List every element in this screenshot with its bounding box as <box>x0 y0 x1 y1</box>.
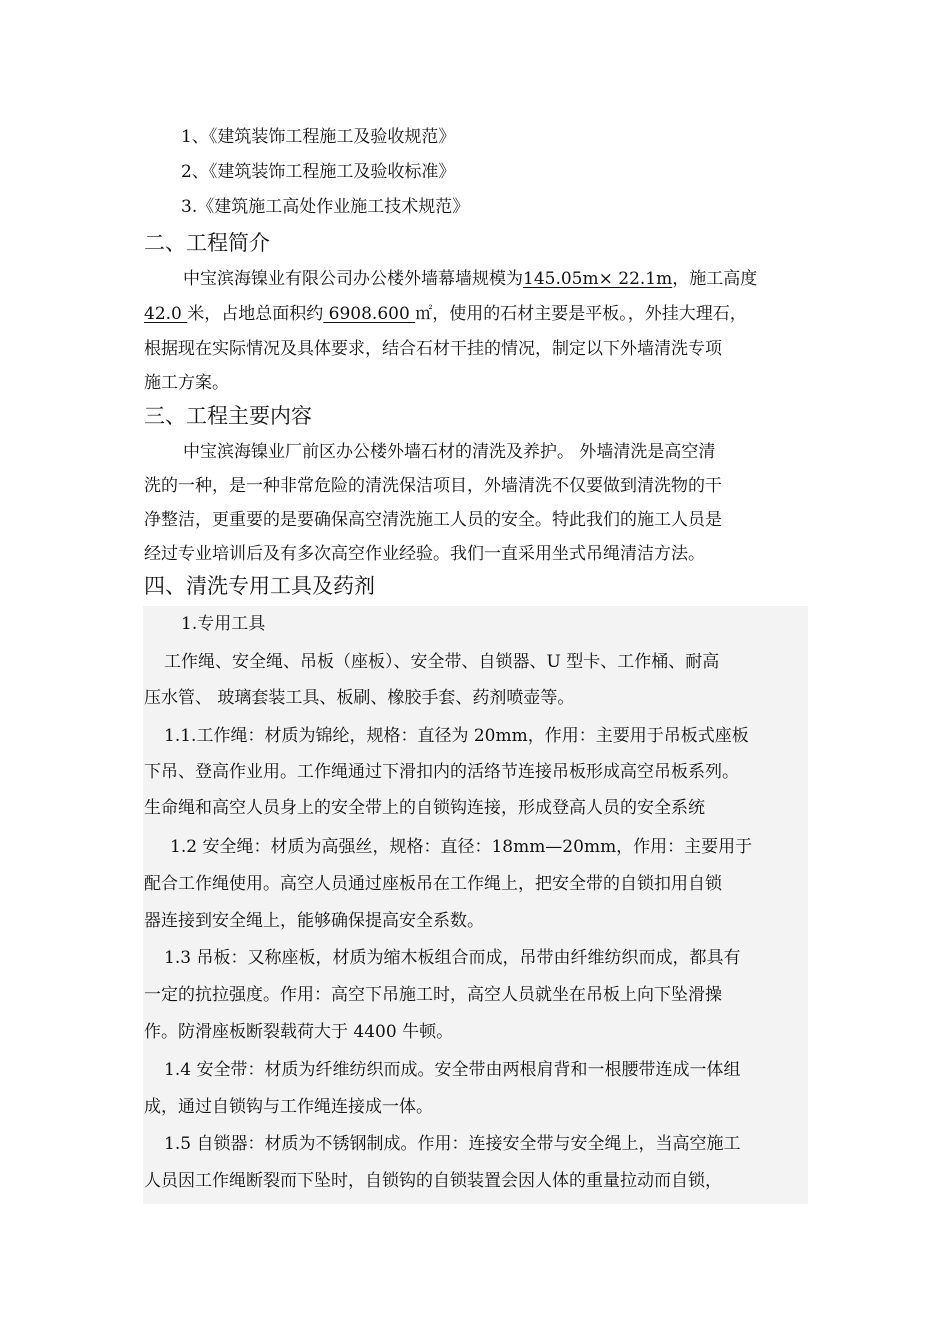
item-1-2-line-3: 器连接到安全绳上，能够确保提高安全系数。 <box>144 911 484 931</box>
section-3-line-1: 中宝滨海镍业厂前区办公楼外墙石材的清洗及养护。 外墙清洗是高空清 <box>183 442 716 462</box>
item-1-2-line-2: 配合工作绳使用。高空人员通过座板吊在工作绳上，把安全带的自锁扣用自锁 <box>144 874 722 894</box>
scale-value: 145.05m× 22.1m <box>523 269 673 289</box>
section-3-line-2: 洗的一种，是一种非常危险的清洗保洁项目，外墙清洗不仅要做到清洗物的干 <box>144 476 722 496</box>
tools-line-2: 压水管、 玻璃套装工具、板刷、橡胶手套、药剂喷壶等。 <box>144 688 575 708</box>
item-1-2-line-1: 1.2 安全绳：材质为高强丝，规格：直径：18mm—20mm，作用：主要用于 <box>170 837 753 857</box>
section-2-line-2 <box>144 303 747 325</box>
item-1-3-line-1: 1.3 吊板：又称座板，材质为缩木板组合而成，吊带由纤维纺织而成，都具有 <box>164 948 741 968</box>
reference-3: 3.《建筑施工高处作业施工技术规范》 <box>181 197 470 217</box>
item-1-5-line-2: 人员因工作绳断裂而下坠时，自锁钩的自锁装置会因人体的重量拉动而自锁， <box>144 1171 722 1191</box>
section-2-line-1-suffix: ，施工高度 <box>672 269 758 289</box>
section-2-line-1-prefix: 中宝滨海镍业有限公司办公楼外墙幕墙规模为 <box>183 269 523 289</box>
reference-2: 2、《建筑装饰工程施工及验收标准》 <box>181 162 456 182</box>
section-3-line-3: 净整洁，更重要的是要确保高空清洗施工人员的安全。特此我们的施工人员是 <box>144 510 722 530</box>
tools-subheading: 1.专用工具 <box>181 614 266 634</box>
section-2-line-1 <box>183 268 757 290</box>
area-value: 6908.600 <box>323 304 416 324</box>
section-4-heading: 四、清洗专用工具及药剂 <box>144 574 375 598</box>
height-value: 42.0 <box>144 304 188 324</box>
item-1-5-line-1: 1.5 自锁器：材质为不锈钢制成。作用：连接安全带与安全绳上，当高空施工 <box>164 1134 741 1154</box>
item-1-4-line-2: 成，通过自锁钩与工作绳连接成一体。 <box>144 1097 433 1117</box>
item-1-1-line-3: 生命绳和高空人员身上的安全带上的自锁钩连接，形成登高人员的安全系统 <box>144 798 705 818</box>
item-1-1-line-1: 1.1.工作绳：材质为锦纶，规格：直径为 20mm，作用：主要用于吊板式座板 <box>164 726 749 746</box>
section-2-line-3: 根据现在实际情况及具体要求，结合石材干挂的情况，制定以下外墙清洗专项 <box>144 339 722 359</box>
section-2-line-4: 施工方案。 <box>144 373 229 393</box>
reference-1: 1、《建筑装饰工程施工及验收规范》 <box>181 127 456 147</box>
item-1-4-line-1: 1.4 安全带：材质为纤维纺织而成。安全带由两根肩背和一根腰带连成一体组 <box>164 1060 741 1080</box>
item-1-3-line-2: 一定的抗拉强度。作用：高空下吊施工时，高空人员就坐在吊板上向下坠滑操 <box>144 985 722 1005</box>
section-3-heading: 三、工程主要内容 <box>144 404 312 428</box>
section-2-line-2-suffix: ㎡，使用的石材主要是平板。，外挂大理石， <box>415 304 747 324</box>
section-2-line-2-middle: 米，占地总面积约 <box>187 304 324 324</box>
section-2-heading: 二、工程简介 <box>144 231 270 255</box>
section-3-line-4: 经过专业培训后及有多次高空作业经验。我们一直采用坐式吊绳清洁方法。 <box>144 544 705 564</box>
item-1-3-line-3: 作。防滑座板断裂载荷大于 4400 牛顿。 <box>144 1022 454 1042</box>
tools-line-1: 工作绳、安全绳、吊板（座板）、安全带、自锁器、U 型卡、工作桶、耐高 <box>164 652 720 672</box>
item-1-1-line-2: 下吊、登高作业用。工作绳通过下滑扣内的活络节连接吊板形成高空吊板系列。 <box>144 762 739 782</box>
